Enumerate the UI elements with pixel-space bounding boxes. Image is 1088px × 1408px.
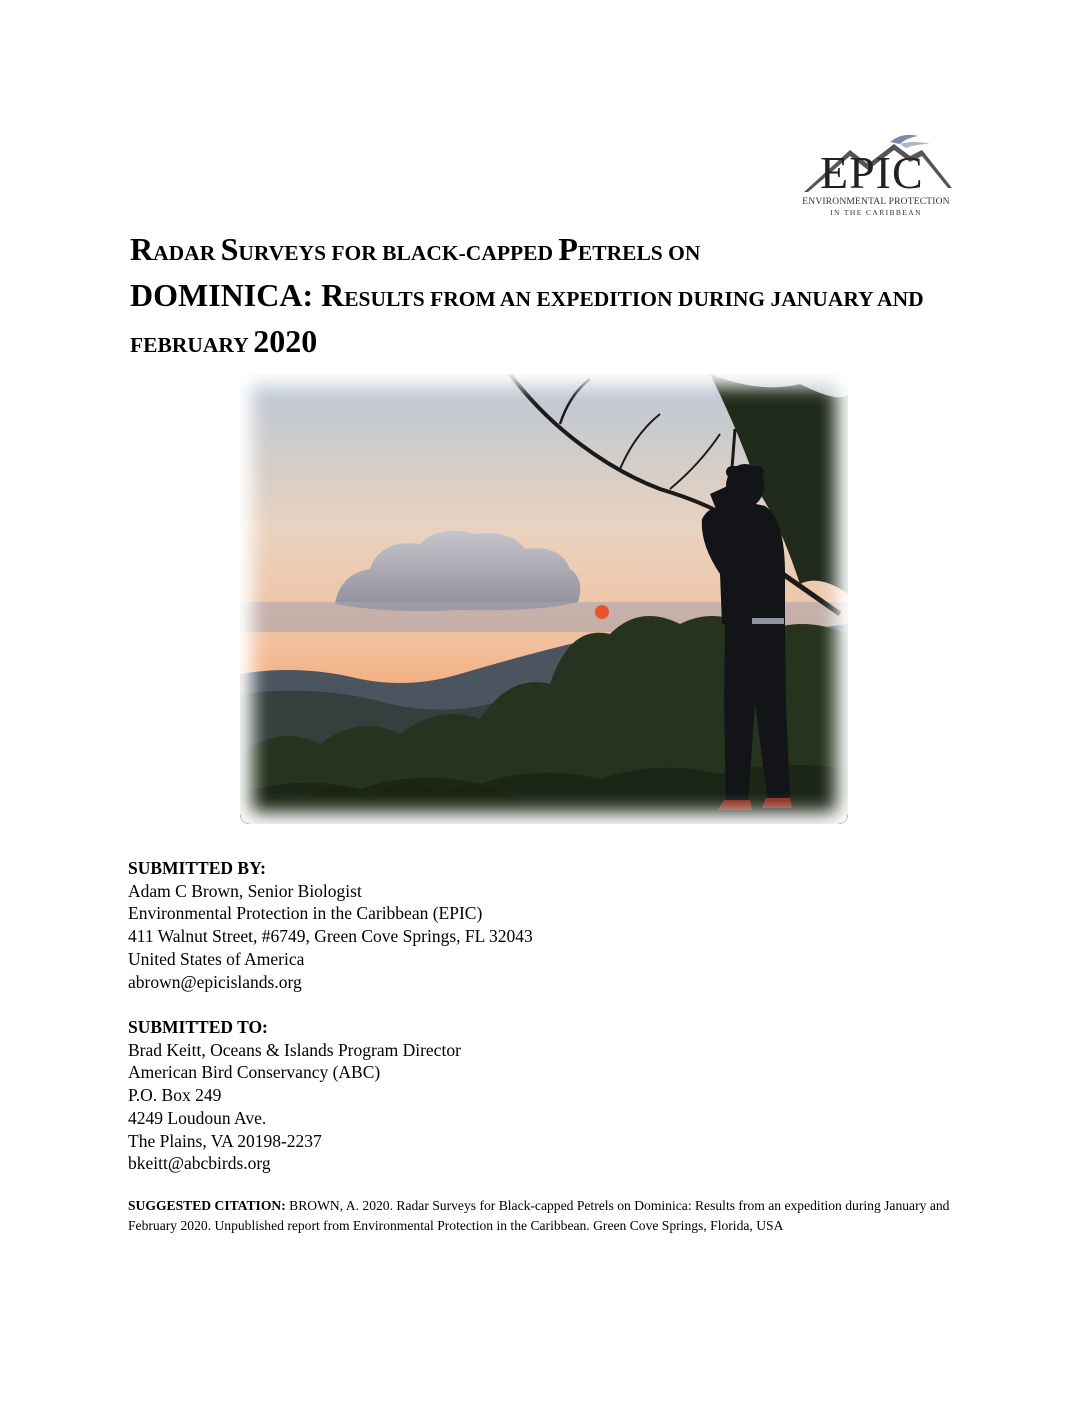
title-text: OMINICA [153,277,303,313]
title-text: : [302,277,322,313]
citation-heading: SUGGESTED CITATION: [128,1198,286,1213]
submitted-to-line: 4249 Loudoun Ave. [128,1107,267,1128]
title-text: ETRELS ON [577,241,701,265]
epic-logo [790,130,960,220]
title-char: D [130,277,154,313]
submitted-to-line: American Bird Conservancy (ABC) [128,1062,381,1083]
submitted-by-line: 411 Walnut Street, #6749, Green Cove Springs, FL 32043 [128,926,533,947]
logo-wordmark: EPIC [820,147,924,198]
logo-subtitle-line1: ENVIRONMENTAL PROTECTION [802,197,950,207]
submitted-to-line: The Plains, VA 20198-2237 [128,1130,322,1151]
cover-photo [240,374,848,824]
suggested-citation [128,1196,968,1235]
title-text: FEBRUARY [130,333,254,357]
title-text: URVEYS FOR BLACK-CAPPED [238,241,559,265]
title-char: R [130,231,154,267]
submitted-to-heading: SUBMITTED TO: [128,1017,268,1037]
title-char: S [220,231,239,267]
citation-text: BROWN, A. 2020. Radar Surveys for Black-capped Petrels on Dominica: Results from an expedition during January and February 2020. Unpublished report from Environmental Protection in the Caribbean. Green Cove Springs, Florida, USA [128,1198,950,1233]
sunset-landscape-photo [240,374,848,824]
submitted-by-line: Adam C Brown, Senior Biologist [128,880,362,901]
submitted-by-email: abrown@epicislands.org [128,971,302,992]
title-text: ESULTS FROM AN EXPEDITION DURING JANUARY AND [344,287,924,311]
title-text: ADAR [153,241,221,265]
submitted-by-block [128,857,533,993]
title-char: P [558,231,578,267]
submitted-by-line: Environmental Protection in the Caribbean (EPIC) [128,903,483,924]
submitted-to-email: bkeitt@abcbirds.org [128,1153,271,1174]
title-char: R [321,277,345,313]
submitted-by-heading: SUBMITTED BY: [128,858,266,878]
title-text: 2020 [253,323,318,359]
submitted-to-line: Brad Keitt, Oceans & Islands Program Director [128,1039,461,1060]
submitted-by-line: United States of America [128,948,305,969]
submitted-to-line: P.O. Box 249 [128,1085,222,1106]
submitted-to-block [128,1016,461,1175]
report-title [130,228,980,366]
logo-subtitle-line2: IN THE CARIBBEAN [830,208,922,217]
